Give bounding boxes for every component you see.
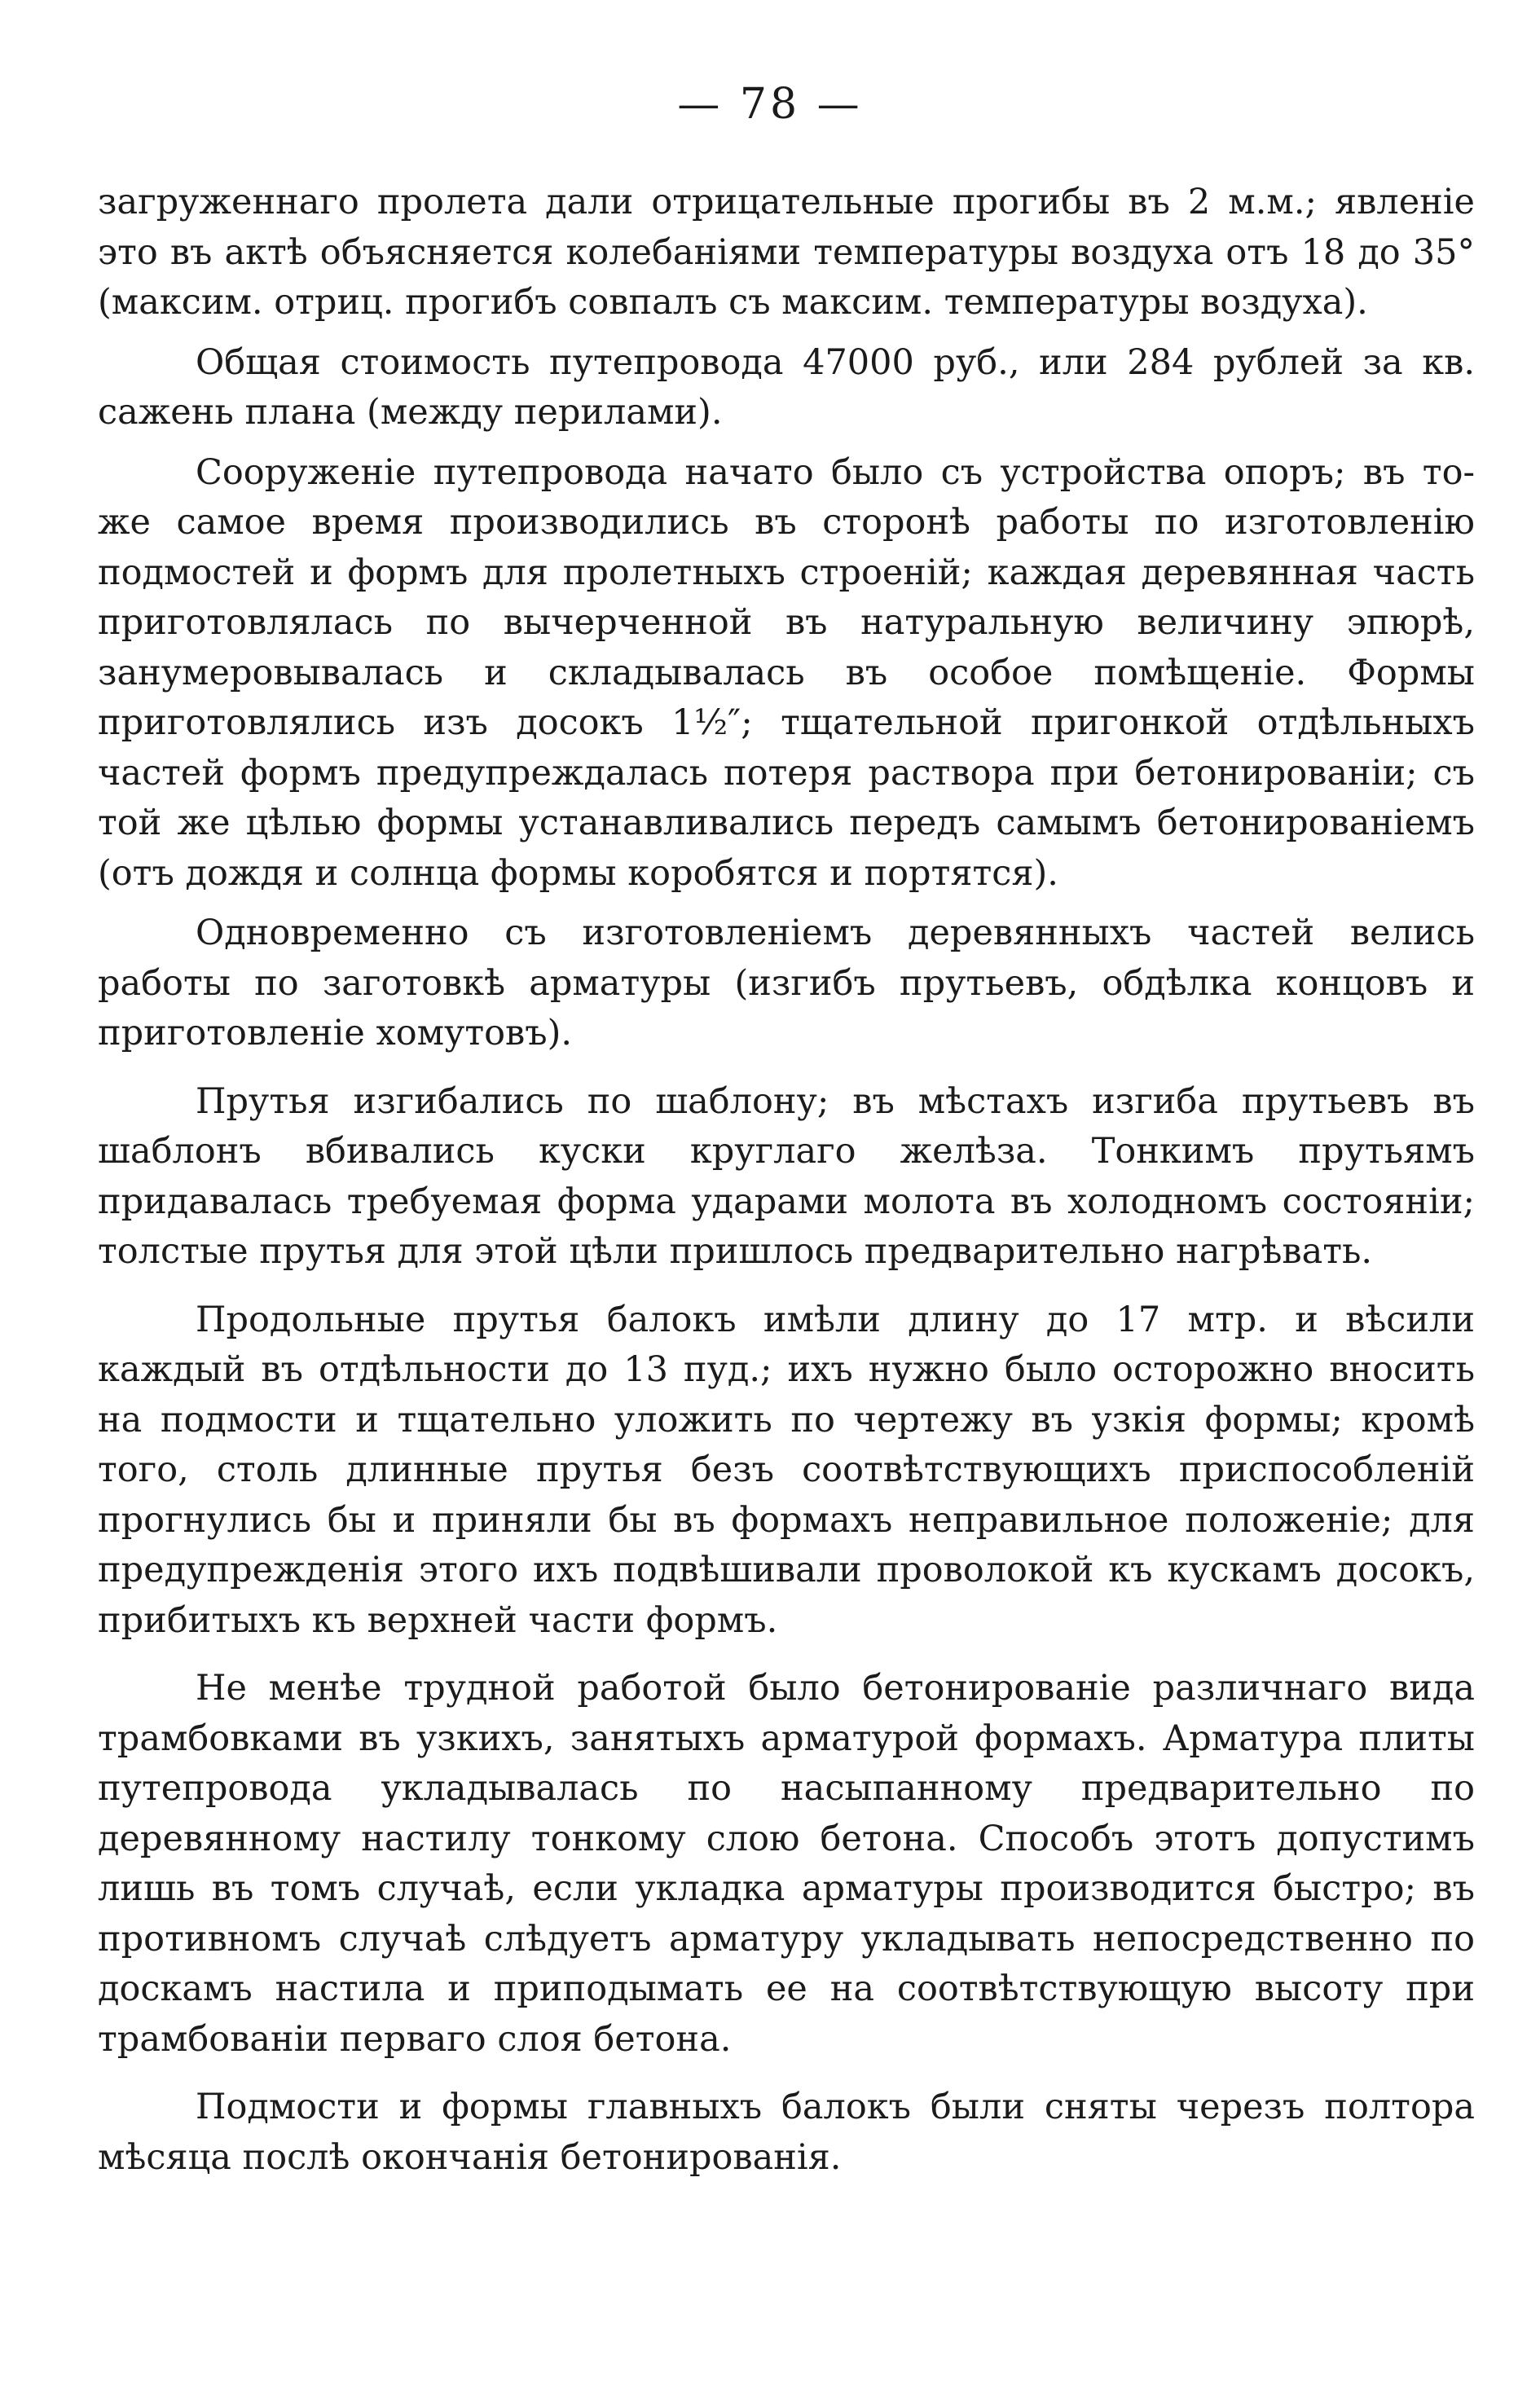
paragraph-reinforcement-prep: Одновременно съ изготовленіемъ деревянныхъ частей велись работы по заготовкѣ арматуры (изгибъ прутьевъ, обдѣлка концовъ и приготовленіе хомутовъ).	[98, 913, 1475, 1053]
page-number: — 78 —	[677, 80, 863, 129]
paragraph-formwork-removal: Подмости и формы главныхъ балокъ были сняты черезъ полтора мѣсяца послѣ окончанія бетонированія.	[98, 2087, 1475, 2178]
body-text	[98, 178, 1475, 2193]
paragraph-cost: Общая стоимость путепровода 47000 руб., или 284 рублей за кв. сажень плана (между перилами).	[98, 341, 1475, 433]
paragraph-construction: Сооруженіе путепровода начато было съ устройства опоръ; въ то-же самое время производились въ сторонѣ работы по изготовленію подмостей и формъ для пролетныхъ строеній; каждая деревянная часть приготовлялась по вычерченной въ натуральную величину эпюрѣ, занумеровывалась и складывалась въ особое помѣщеніе. Формы приготовлялись изъ досокъ 1½″; тщательной пригонкой отдѣльныхъ частей формъ предупреждалась потеря раствора при бетонированіи; съ той же цѣлью формы устанавливались передъ самымъ бетонированіемъ (отъ дождя и солнца формы коробятся и портятся).	[98, 451, 1475, 894]
paragraph-continuation: загруженнаго пролета дали отрицательные прогибы въ 2 м.м.; явленіе это въ актѣ объясняется колебаніями температуры воздуха отъ 18 до 35° (максим. отриц. прогибъ совпалъ съ максим. температуры воздуха).	[98, 182, 1475, 323]
paragraph-bending: Прутья изгибались по шаблону; въ мѣстахъ изгиба прутьевъ въ шаблонъ вбивались куски круглаго желѣза. Тонкимъ прутьямъ придавалась требуемая форма ударами молота въ холодномъ состояніи; толстые прутья для этой цѣли пришлось предварительно нагрѣвать.	[98, 1080, 1475, 1272]
paragraph-concreting: Не менѣе трудной работой было бетонированіе различнаго вида трамбовками въ узкихъ, занятыхъ арматурой формахъ. Арматура плиты путепровода укладывалась по насыпанному предварительно по деревянному настилу тонкому слою бетона. Способъ этотъ допустимъ лишь въ томъ случаѣ, если укладка арматуры производится быстро; въ противномъ случаѣ слѣдуетъ арматуру укладывать непосредственно по доскамъ настила и приподымать ее на соотвѣтствующую высоту при трамбованіи перваго слоя бетона.	[98, 1668, 1475, 2060]
paragraph-longitudinal-rods: Продольные прутья балокъ имѣли длину до 17 мтр. и вѣсили каждый въ отдѣльности до 13 пуд.; ихъ нужно было осторожно вносить на подмости и тщательно уложить по чертежу въ узкія формы; кромѣ того, столь длинные прутья безъ соотвѣтствующихъ приспособленій прогнулись бы и приняли бы въ формахъ неправильное положеніе; для предупрежденія этого ихъ подвѣшивали проволокой къ кускамъ досокъ, прибитыхъ къ верхней части формъ.	[98, 1299, 1475, 1641]
